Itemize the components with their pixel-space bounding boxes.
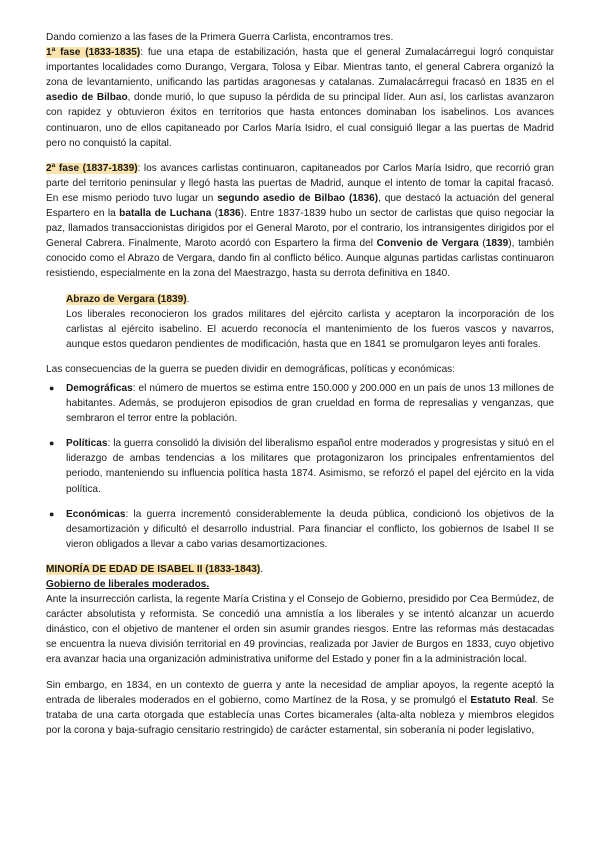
list-item-economicas: [46, 507, 554, 552]
fase2-bold-2: batalla de Luchana: [119, 208, 212, 220]
abrazo-heading: [66, 292, 554, 307]
list-item-term: Demográficas: [66, 382, 133, 394]
list-item-demograficas: [46, 381, 554, 426]
fase2-bold-3: 1836: [218, 208, 241, 220]
fase2-label: 2ª fase (1837-1839): [46, 162, 138, 174]
list-item-text: : la guerra consolidó la división del liberalismo español entre moderados y progresistas y situó en el liderazgo de ambas tendencias a los militares que protagonizaron los principales enfrentamientos del periodo, manteniendo su influencia política hasta 1874. Asimismo, se reforzó el papel del ejército en la vida política.: [66, 438, 554, 495]
minoria-p2-text-1: Sin embargo, en 1834, en un contexto de guerra y ante la necesidad de ampliar apoyos, la regente aceptó la entrada de liberales moderados en el gobierno, como Martínez de la Rosa, y se promulgó el: [46, 679, 554, 706]
fase2-bold-1: segundo asedio de Bilbao (1836): [217, 192, 379, 204]
intro-paragraph: Dando comienzo a las fases de la Primera Guerra Carlista, encontramos tres.: [46, 32, 394, 43]
minoria-p2-bold: Estatuto Real: [470, 694, 536, 706]
fase2-text-1: : los avances carlistas continuaron, capitaneados por Carlos María Isidro, que recorrió gran parte del territorio peninsular y llegó hasta las puertas de Madrid, aunque el intento de tomar la capital fracasó. En ese mismo periodo tuvo lugar un: [46, 162, 554, 204]
minoria-title: MINORÍA DE EDAD DE ISABEL II (1833-1843): [46, 563, 261, 575]
list-item-term: Económicas: [66, 508, 126, 520]
fase2-text-5: (: [478, 238, 486, 250]
minoria-paragraph-2: [46, 678, 554, 738]
fase1-paragraph: [46, 45, 554, 151]
bullet-icon: ●: [49, 438, 55, 449]
list-item-term: Políticas: [66, 438, 108, 450]
fase2-bold-4: Convenio de Vergara: [376, 238, 479, 250]
abrazo-block: [66, 292, 554, 352]
abrazo-dot: .: [186, 293, 190, 305]
fase2-text-3: (: [211, 208, 219, 220]
fase2-text-2: , que destacó la actuación del general Espartero en la: [46, 192, 554, 220]
fase2-text-6: ), también conocido como el Abrazo de Vergara, dando fin al conflicto bélico. Aunque algunas partidas carlistas continuaron resistiendo, especialmente en la zona del Maestrazgo, hasta su derrota definitiva en 1840.: [46, 238, 555, 280]
list-item-politicas: [46, 436, 554, 496]
minoria-heading: [46, 562, 554, 577]
minoria-subtitle: [46, 577, 554, 592]
minoria-paragraph-1: Ante la insurrección carlista, la regente María Cristina y el Consejo de Gobierno, presidido por Cea Bermúdez, de carácter absolutista y reformista. Se concedió una amnistía a los liberales y se intentó alcanzar un acuerdo dinástico, con el objetivo de mantener el orden sin asumir grandes riesgos. Entre las reformas más destacadas se encuentra la nueva división territorial en 49 provincias, realizada por Javier de Burgos en 1833, cuyo objetivo era avanzar hacia una organización administrativa uniforme del Estado y poner fin a la administración local.: [46, 594, 554, 666]
fase1-bold-1: asedio de Bilbao: [46, 92, 128, 104]
minoria-subtitle-text: Gobierno de liberales moderados.: [46, 579, 210, 590]
list-item-text: : la guerra incrementó considerablemente la deuda pública, condicionó los objetivos de la desamortización y dificultó el desarrollo industrial. Para financiar el conflicto, los gobiernos de Isabel II se vieron obligados a llevar a cabo varias desamortizaciones.: [66, 508, 554, 550]
bullet-icon: ●: [49, 508, 55, 519]
fase1-text-1: : fue una etapa de estabilización, hasta que el general Zumalacárregui logró conquistar importantes localidades como Durango, Vergara, Tolosa y Eibar. Mientras tanto, el general Cabrera organizó la zona de levantamiento, unificando las partidas aragonesas y catalanas. Zumalacárregui fracasó en 1835 en el: [46, 47, 554, 89]
fase2-text-4: ). Entre 1837-1839 hubo un sector de carlistas que quiso negociar la paz, llamados transaccionistas dirigidos por el General Maroto, por el contrario, los intransigentes dirigidos por el General Cabrera. Finalmente, Maroto acordó con Espartero la firma del: [46, 208, 554, 250]
consecuencias-intro: Las consecuencias de la guerra se pueden dividir en demográficas, políticas y económicas:: [46, 363, 456, 375]
fase2-paragraph: [46, 161, 554, 282]
fase2-bold-5: 1839: [485, 238, 509, 250]
fase1-label: 1ª fase (1833-1835): [46, 47, 141, 59]
fase1-text-2: , donde murió, lo que supuso la pérdida de su principal líder. Aun así, los carlistas avanzaron con rapidez y obtuvieron éxitos en territorios que hasta entonces dominaban los isabelinos. Los avances continuaron, uno de ellos capitaneado por Carlos María Isidro, el cual consiguió llegar a las puertas de Madrid pero no conquistó la capital.: [46, 92, 554, 149]
bullet-icon: ●: [49, 382, 55, 393]
minoria-title-dot: .: [260, 563, 264, 575]
minoria-p2-text-2: . Se trataba de una carta otorgada que establecía unas Cortes bicamerales (alta-alta nobleza y miembros elegidos por la corona y baja-sufragio censitario restringido) de carácter estamental, sin soberanía ni poder legislativo,: [46, 694, 554, 736]
list-item-text: : el número de muertos se estima entre 150.000 y 200.000 en un país de unos 13 millones de habitantes. Además, se produjeron episodios de gran crueldad en forma de represalias y venganzas, que sembraron el terror entre la población.: [66, 382, 554, 425]
abrazo-text: Los liberales reconocieron los grados militares del ejército carlista y aceptaron la incorporación de los carlistas al ejército isabelino. El acuerdo reconocía el mantenimiento de los fueros vascos y navarros, aunque estos quedaron pendientes de modificación, hasta que en 1841 se promulgaron leyes anti forales.: [66, 308, 554, 350]
abrazo-label: Abrazo de Vergara (1839): [66, 293, 187, 305]
consecuencias-list: [46, 381, 554, 552]
